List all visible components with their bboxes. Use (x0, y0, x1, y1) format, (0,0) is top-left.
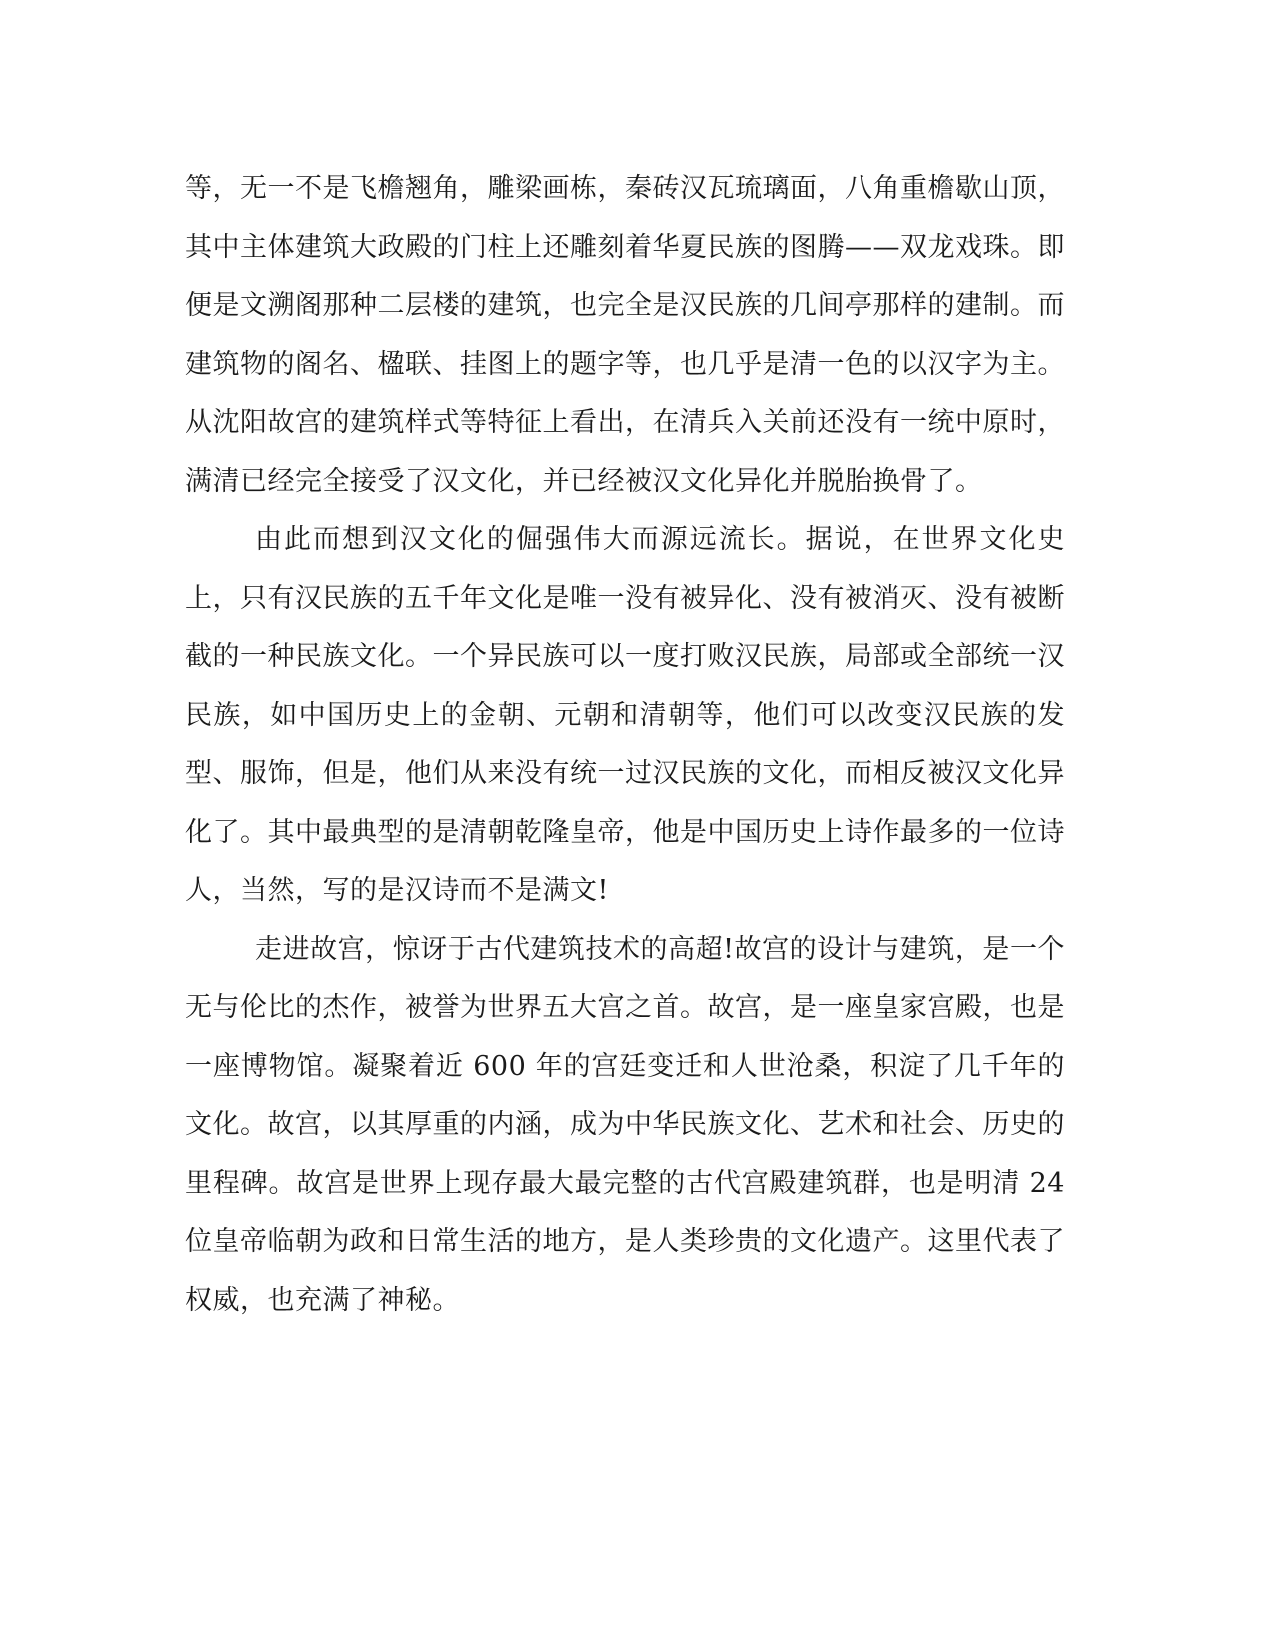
body-text (185, 160, 1065, 1330)
paragraph-2: 由此而想到汉文化的倔强伟大而源远流长。据说，在世界文化史上，只有汉民族的五千年文化是唯一没有被异化、没有被消灭、没有被断截的一种民族文化。一个异民族可以一度打败汉民族，局部或全部统一汉民族，如中国历史上的金朝、元朝和清朝等，他们可以改变汉民族的发型、服饰，但是，他们从来没有统一过汉民族的文化，而相反被汉文化异化了。其中最典型的是清朝乾隆皇帝，他是中国历史上诗作最多的一位诗人，当然，写的是汉诗而不是满文! (185, 524, 1065, 906)
paragraph-1: 等，无一不是飞檐翘角，雕梁画栋，秦砖汉瓦琉璃面，八角重檐歇山顶，其中主体建筑大政殿的门柱上还雕刻着华夏民族的图腾——双龙戏珠。即便是文溯阁那种二层楼的建筑，也完全是汉民族的几间亭那样的建制。而建筑物的阁名、楹联、挂图上的题字等，也几乎是清一色的以汉字为主。从沈阳故宫的建筑样式等特征上看出，在清兵入关前还没有一统中原时，满清已经完全接受了汉文化，并已经被汉文化异化并脱胎换骨了。 (185, 173, 1065, 497)
paragraph-3: 走进故宫，惊讶于古代建筑技术的高超!故宫的设计与建筑，是一个无与伦比的杰作，被誉为世界五大宫之首。故宫，是一座皇家宫殿，也是一座博物馆。凝聚着近 600 年的宫廷变迁和人世沧桑，积淀了几千年的文化。故宫，以其厚重的内涵，成为中华民族文化、艺术和社会、历史的里程碑。故宫是世界上现存最大最完整的古代宫殿建筑群，也是明清 24 位皇帝临朝为政和日常生活的地方，是人类珍贵的文化遗产。这里代表了权威，也充满了神秘。 (185, 933, 1065, 1316)
